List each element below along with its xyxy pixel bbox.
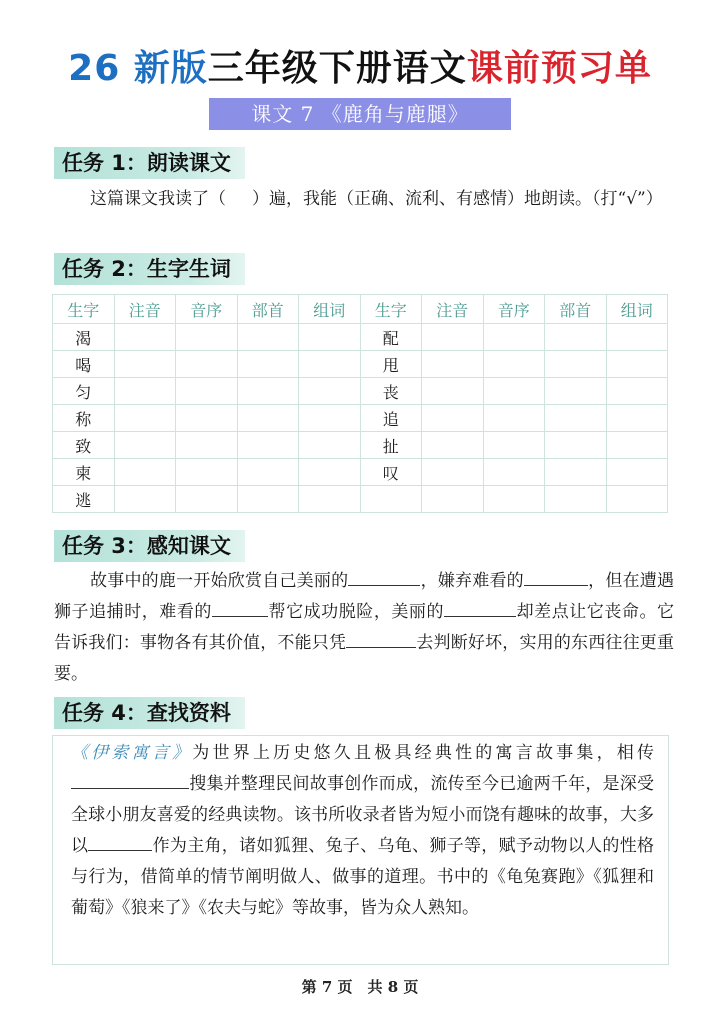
- answer-cell[interactable]: [176, 378, 238, 405]
- character-cell: 致: [53, 432, 115, 459]
- character-cell: 叹: [360, 459, 422, 486]
- answer-cell[interactable]: [176, 486, 238, 513]
- answer-cell[interactable]: [606, 486, 668, 513]
- column-header: 注音: [114, 295, 176, 324]
- page-title: [0, 40, 720, 91]
- answer-cell[interactable]: [114, 459, 176, 486]
- task3-blank-5[interactable]: [346, 628, 416, 648]
- answer-cell[interactable]: [545, 432, 607, 459]
- column-header: 组词: [299, 295, 361, 324]
- answer-cell[interactable]: [114, 432, 176, 459]
- answer-cell[interactable]: [422, 324, 484, 351]
- answer-cell[interactable]: [176, 459, 238, 486]
- answer-cell[interactable]: [422, 432, 484, 459]
- character-cell: 渴: [53, 324, 115, 351]
- task1-text-a: 这篇课文我读了（: [90, 189, 226, 209]
- answer-cell[interactable]: [114, 405, 176, 432]
- table-row: [53, 459, 668, 486]
- table-row: [53, 351, 668, 378]
- answer-cell[interactable]: [545, 351, 607, 378]
- task3-s1: 故事中的鹿一开始欣赏自己美丽的: [90, 571, 349, 591]
- answer-cell[interactable]: [545, 405, 607, 432]
- answer-cell[interactable]: [176, 324, 238, 351]
- task4-blank-1[interactable]: [71, 769, 189, 789]
- character-cell: 追: [360, 405, 422, 432]
- answer-cell[interactable]: [237, 432, 299, 459]
- task3-text: [54, 566, 674, 690]
- column-header: 部首: [545, 295, 607, 324]
- title-grade-version: 26 新版: [68, 48, 208, 89]
- task1-text: [54, 184, 674, 215]
- answer-cell[interactable]: [422, 378, 484, 405]
- answer-cell[interactable]: [237, 378, 299, 405]
- column-header: 组词: [606, 295, 668, 324]
- column-header: 生字: [360, 295, 422, 324]
- task4-p2: 搜集并整理民间故事创作而成，流传至今已逾两千年，是深受全球小朋友喜爱的经典读物。该书所收录者皆为短小而饶有趣味的故事，大多以: [71, 774, 654, 856]
- character-cell: 配: [360, 324, 422, 351]
- table-header-row: [53, 295, 668, 324]
- answer-cell[interactable]: [299, 405, 361, 432]
- answer-cell[interactable]: [237, 405, 299, 432]
- task3-s4: 帮它成功脱险，美丽的: [267, 602, 445, 622]
- answer-cell[interactable]: [299, 459, 361, 486]
- table-row: [53, 405, 668, 432]
- answer-cell[interactable]: [422, 486, 484, 513]
- task3-s3: ，但在遭遇狮子追捕时，难看的: [54, 571, 675, 622]
- character-cell: 逃: [53, 486, 115, 513]
- answer-cell[interactable]: [606, 432, 668, 459]
- page-footer: 第 7 页 共 8 页: [301, 978, 419, 996]
- answer-cell[interactable]: [606, 405, 668, 432]
- character-cell: 甩: [360, 351, 422, 378]
- answer-cell[interactable]: [483, 378, 545, 405]
- title-subject: 三年级下册语文: [207, 48, 467, 89]
- answer-cell[interactable]: [483, 351, 545, 378]
- task1-text-b: ）遍，我能（正确、流利、有感情）地朗读。（打“√”）: [252, 189, 663, 209]
- answer-cell[interactable]: [422, 351, 484, 378]
- column-header: 音序: [176, 295, 238, 324]
- answer-cell[interactable]: [422, 405, 484, 432]
- character-cell: 喝: [53, 351, 115, 378]
- answer-cell[interactable]: [299, 486, 361, 513]
- answer-cell[interactable]: [114, 351, 176, 378]
- column-header: 音序: [483, 295, 545, 324]
- table-row: [53, 324, 668, 351]
- task4-book-title: 《伊索寓言》: [71, 743, 193, 763]
- task4-p3: 作为主角，诸如狐狸、兔子、乌龟、狮子等，赋予动物以人的性格与行为，借简单的情节阐明做人、做事的道理。书中的《龟兔赛跑》《狐狸和葡萄》《狼来了》《农夫与蛇》等故事，皆为众人熟知。: [71, 836, 655, 918]
- task4-blank-2[interactable]: [88, 831, 152, 851]
- answer-cell[interactable]: [483, 486, 545, 513]
- task3-blank-2[interactable]: [524, 566, 588, 586]
- answer-cell[interactable]: [114, 486, 176, 513]
- answer-cell[interactable]: [545, 486, 607, 513]
- answer-cell[interactable]: [237, 351, 299, 378]
- task3-s6: 去判断好坏，实用的东西往往更重要。: [54, 633, 674, 684]
- task1-heading: 任务 1：朗读课文: [54, 147, 245, 179]
- answer-cell[interactable]: [606, 459, 668, 486]
- answer-cell[interactable]: [237, 459, 299, 486]
- character-cell: 称: [53, 405, 115, 432]
- answer-cell[interactable]: [545, 459, 607, 486]
- answer-cell[interactable]: [176, 432, 238, 459]
- task3-heading: 任务 3：感知课文: [54, 530, 245, 562]
- task3-blank-3[interactable]: [212, 597, 268, 617]
- table-row: [53, 432, 668, 459]
- character-cell: 匀: [53, 378, 115, 405]
- answer-cell[interactable]: [176, 351, 238, 378]
- answer-cell[interactable]: [299, 324, 361, 351]
- answer-cell[interactable]: [114, 324, 176, 351]
- answer-cell[interactable]: [299, 378, 361, 405]
- answer-cell[interactable]: [483, 459, 545, 486]
- character-cell: [360, 486, 422, 513]
- task1-blank[interactable]: [226, 184, 252, 204]
- answer-cell[interactable]: [237, 324, 299, 351]
- answer-cell[interactable]: [483, 324, 545, 351]
- character-cell: 扯: [360, 432, 422, 459]
- answer-cell[interactable]: [545, 324, 607, 351]
- task3-blank-1[interactable]: [348, 566, 420, 586]
- answer-cell[interactable]: [176, 405, 238, 432]
- answer-cell[interactable]: [545, 378, 607, 405]
- task3-s5: 却差点让它丧命。它告诉我们：事物各有其价值，不能只凭: [54, 602, 675, 653]
- table-row: [53, 486, 668, 513]
- character-table: [52, 294, 668, 513]
- task3-blank-4[interactable]: [444, 597, 516, 617]
- task4-info-box: [52, 735, 669, 965]
- character-cell: 丧: [360, 378, 422, 405]
- column-header: 注音: [422, 295, 484, 324]
- column-header: 生字: [53, 295, 115, 324]
- answer-cell[interactable]: [606, 324, 668, 351]
- lesson-banner: 课文 7 《鹿角与鹿腿》: [209, 98, 511, 130]
- answer-cell[interactable]: [237, 486, 299, 513]
- title-worksheet: 课前预习单: [466, 48, 652, 89]
- task3-s2: ，嫌弃难看的: [420, 571, 524, 591]
- task4-p1: 为世界上历史悠久且极具经典性的寓言故事集，相传: [192, 743, 655, 763]
- answer-cell[interactable]: [422, 459, 484, 486]
- answer-cell[interactable]: [606, 378, 668, 405]
- task2-heading: 任务 2：生字生词: [54, 253, 245, 285]
- character-cell: 柬: [53, 459, 115, 486]
- answer-cell[interactable]: [483, 405, 545, 432]
- task4-heading: 任务 4：查找资料: [54, 697, 245, 729]
- answer-cell[interactable]: [114, 378, 176, 405]
- answer-cell[interactable]: [606, 351, 668, 378]
- column-header: 部首: [237, 295, 299, 324]
- answer-cell[interactable]: [299, 351, 361, 378]
- answer-cell[interactable]: [299, 432, 361, 459]
- task4-text: [53, 736, 668, 924]
- table-row: [53, 378, 668, 405]
- answer-cell[interactable]: [483, 432, 545, 459]
